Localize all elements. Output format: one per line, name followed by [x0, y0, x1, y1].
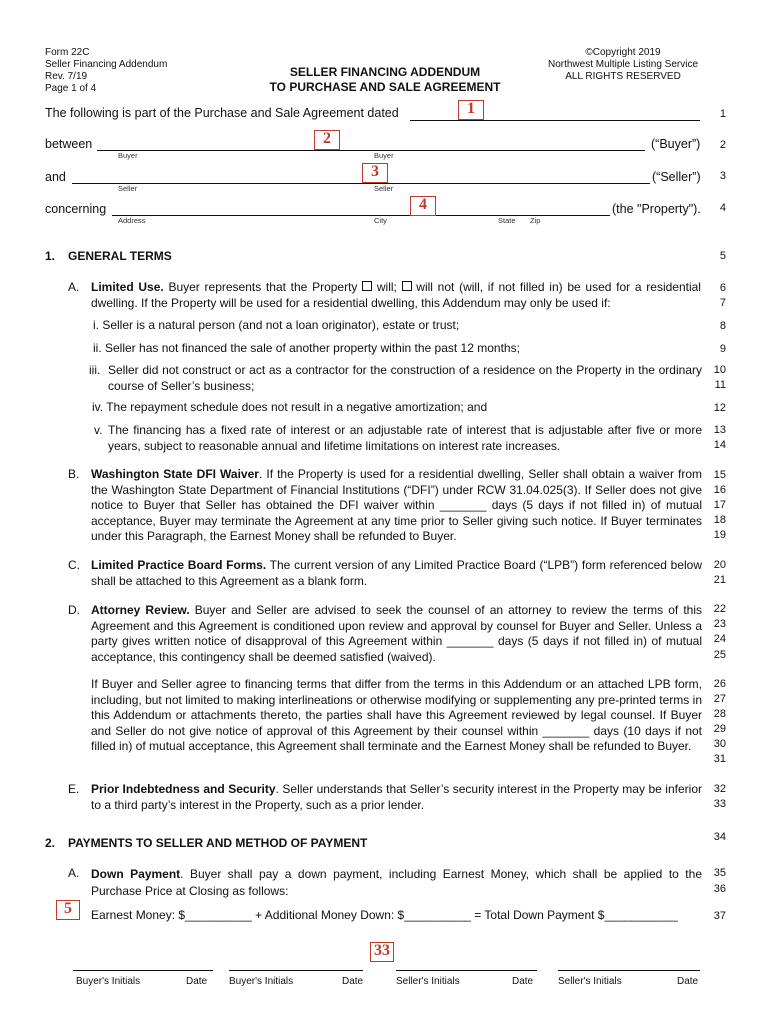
- condition-v-num: v.: [94, 423, 103, 437]
- line-number: 15: [713, 469, 726, 481]
- seller-initials-1-label: Seller's Initials: [396, 976, 460, 987]
- line-number: 18: [713, 514, 726, 526]
- line-number: 36: [713, 883, 726, 895]
- agreement-date-field[interactable]: [410, 120, 700, 121]
- form-id: Form 22C: [45, 47, 90, 58]
- buyer-suffix: (“Buyer”): [651, 137, 701, 151]
- para-d-text: Buyer and Seller are advised to seek the counsel of an attorney to review the terms of this Agreement and this Agreement is conditioned upon review and approval by counsel for Buyer and Seller. Unless a party gives written notice of disapproval of this Agreement within _______ days (5 days if not filled in) of mutual acceptance, this contingency shall be deemed satisfied (waived).: [91, 603, 702, 664]
- buyer-initials-2-label: Buyer's Initials: [229, 976, 294, 987]
- buyer-initials-1-field[interactable]: [73, 970, 213, 971]
- line-number: 1: [719, 108, 726, 120]
- property-suffix: (the "Property").: [612, 202, 701, 216]
- line-number: 16: [713, 484, 726, 496]
- marker-2: 2: [314, 130, 340, 150]
- line-number: 22: [713, 603, 726, 615]
- line-number: 30: [713, 738, 726, 750]
- para-2a-text: . Buyer shall pay a down payment, including Earnest Money, which shall be applied to the Purchase Price at Closing as follows:: [91, 867, 702, 898]
- section-2-number: 2.: [45, 836, 56, 850]
- title-line-2: TO PURCHASE AND SALE AGREEMENT: [269, 80, 501, 94]
- seller-name-field[interactable]: [72, 183, 650, 184]
- para-b-dfi-waiver: [91, 467, 702, 545]
- condition-v: The financing has a fixed rate of interest or an adjustable rate of interest that is adjustable after five or more years, subject to reasonable annual and lifetime limitations on interest rate increases.: [108, 423, 702, 453]
- line-number: 12: [713, 402, 726, 414]
- line-number: 4: [719, 202, 726, 214]
- line-number: 7: [719, 297, 726, 309]
- section-1-title: GENERAL TERMS: [68, 249, 172, 263]
- earnest-money-line[interactable]: Earnest Money: $__________ + Additional Money Down: $__________ = Total Down Payment $___________: [91, 908, 678, 922]
- line-number: 37: [713, 910, 726, 922]
- section-1-number: 1.: [45, 249, 56, 263]
- condition-iii: Seller did not construct or act as a contractor for the construction of a residence on the Property in the ordinary course of Seller’s business;: [108, 363, 702, 393]
- line-number: 33: [713, 798, 726, 810]
- line-number: 23: [713, 618, 726, 630]
- line-number: 35: [713, 867, 726, 879]
- line-number: 10: [713, 364, 726, 376]
- line-number: 17: [713, 499, 726, 511]
- line-number: 3: [719, 170, 726, 182]
- para-b-title: Washington State DFI Waiver: [91, 467, 259, 481]
- buyer-name-field[interactable]: [97, 150, 645, 151]
- seller-label-2: Seller: [374, 184, 394, 193]
- line-number: 29: [713, 723, 726, 735]
- address-label: Address: [118, 216, 146, 225]
- line-number: 34: [713, 831, 726, 843]
- line-number: 24: [713, 633, 726, 645]
- will-not-label: will not (will, if not filled in) be used for a residential dwelling. If the Property will be used for a residential dwelling, this Addendum may only be used if:: [91, 280, 701, 310]
- para-b-text: . If the Property is used for a residential dwelling, Seller shall obtain a waiver from the Washington State Department of Financial Institutions (“DFI”) under RCW 31.04.025(3). If Seller does not give notice to Buyer that Seller has obtained the DFI waiver within _______ days (5 days if not filled in) of mutual acceptance, Buyer may terminate the Agreement at any time prior to Seller giving such notice. If Buyer terminates under this Paragraph, the Earnest Money shall be refunded to Buyer.: [91, 467, 702, 543]
- para-c-lpb-forms: [91, 558, 702, 589]
- will-not-checkbox[interactable]: [402, 281, 412, 291]
- concerning-label: concerning: [45, 202, 107, 216]
- line-number: 21: [713, 574, 726, 586]
- seller-initials-1-field[interactable]: [396, 970, 537, 971]
- line-number: 28: [713, 708, 726, 720]
- para-d-title: Attorney Review.: [91, 603, 190, 617]
- line-number: 19: [713, 529, 726, 541]
- marker-33: 33: [370, 942, 394, 962]
- para-a-title: Limited Use.: [91, 280, 164, 294]
- condition-iv: iv. The repayment schedule does not result in a negative amortization; and: [92, 400, 488, 414]
- para-e-letter: E.: [68, 782, 80, 796]
- para-d-letter: D.: [68, 603, 80, 617]
- title-line-1: SELLER FINANCING ADDENDUM: [289, 65, 481, 79]
- date-1-label: Date: [186, 976, 208, 987]
- para-2a-down-payment: [91, 866, 702, 900]
- buyer-label-2: Buyer: [374, 151, 394, 160]
- and-label: and: [45, 170, 66, 184]
- page-indicator: Page 1 of 4: [45, 83, 97, 94]
- para-d-attorney-review: [91, 603, 702, 665]
- buyer-initials-2-field[interactable]: [229, 970, 363, 971]
- condition-ii: ii. Seller has not financed the sale of another property within the past 12 months;: [93, 341, 520, 355]
- city-label: City: [374, 216, 387, 225]
- para-a-text1: Buyer represents that the Property: [163, 280, 363, 294]
- line-number: 31: [713, 753, 726, 765]
- form-revision: Rev. 7/19: [45, 71, 88, 82]
- para-b-letter: B.: [68, 467, 80, 481]
- line-number: 9: [719, 343, 726, 355]
- agreement-dated-label: The following is part of the Purchase and Sale Agreement dated: [45, 106, 399, 120]
- date-4-label: Date: [677, 976, 699, 987]
- copyright: ©Copyright 2019: [585, 47, 661, 58]
- line-number: 26: [713, 678, 726, 690]
- para-2a-title: Down Payment: [91, 867, 181, 881]
- rights: ALL RIGHTS RESERVED: [565, 71, 681, 82]
- marker-3: 3: [362, 163, 388, 183]
- will-checkbox[interactable]: [362, 281, 372, 291]
- para-e-prior-indebtedness: [91, 782, 702, 813]
- form-header-left: [45, 47, 167, 95]
- line-number: 5: [719, 250, 726, 262]
- para-e-title: Prior Indebtedness and Security: [91, 782, 276, 796]
- marker-1: 1: [458, 100, 484, 120]
- para-c-title: Limited Practice Board Forms.: [91, 558, 267, 572]
- line-number: 32: [713, 783, 726, 795]
- zip-label: Zip: [530, 216, 541, 225]
- buyer-initials-1-label: Buyer's Initials: [76, 976, 141, 987]
- line-number: 27: [713, 693, 726, 705]
- date-2-label: Date: [342, 976, 364, 987]
- para-d-continued: If Buyer and Seller agree to financing terms that differ from the terms in this Addendum or an attached LPB form, including, but not limited to making interlineations or otherwise modifying or supplementing any pre-printed terms in this Addendum or attachments thereto, the parties shall have this Agreement reviewed by legal counsel. If Buyer and Seller do not give notice of approval of this Agreement by their counsel within _______ days (10 days if not filled in) of mutual acceptance, this Agreement shall terminate and the Earnest Money shall be refunded to Buyer.: [91, 677, 702, 753]
- line-number: 20: [713, 559, 726, 571]
- seller-label-1: Seller: [118, 184, 138, 193]
- para-a-limited-use: [91, 280, 701, 311]
- para-e-text: . Seller understands that Seller’s security interest in the Property may be inferior to a third party’s interest in the Property, such as a prior lender.: [91, 782, 702, 812]
- line-number: 6: [719, 282, 726, 294]
- para-2a-letter: A.: [68, 866, 80, 880]
- marker-5: 5: [56, 900, 80, 920]
- seller-initials-2-label: Seller's Initials: [558, 976, 622, 987]
- para-c-text: The current version of any Limited Practice Board (“LPB”) form referenced below shall be attached to this Agreement as a blank form.: [91, 558, 703, 588]
- buyer-label-1: Buyer: [118, 151, 138, 160]
- marker-4: 4: [410, 196, 436, 216]
- organization: Northwest Multiple Listing Service: [547, 59, 699, 70]
- between-label: between: [45, 137, 93, 151]
- line-number: 8: [719, 320, 726, 332]
- copyright-block: [520, 47, 726, 83]
- state-label: State: [498, 216, 516, 225]
- date-3-label: Date: [512, 976, 534, 987]
- line-number: 25: [713, 649, 726, 661]
- will-label: will;: [372, 280, 402, 294]
- para-c-letter: C.: [68, 558, 80, 572]
- condition-i: i. Seller is a natural person (and not a loan originator), estate or trust;: [93, 318, 460, 332]
- seller-initials-2-field[interactable]: [558, 970, 700, 971]
- condition-iii-num: iii.: [89, 363, 101, 377]
- line-number: 14: [713, 439, 726, 451]
- line-number: 11: [714, 379, 726, 391]
- form-name: Seller Financing Addendum: [45, 59, 168, 70]
- para-a-letter: A.: [68, 280, 80, 294]
- section-2-title: PAYMENTS TO SELLER AND METHOD OF PAYMENT: [68, 836, 368, 850]
- document-title: [240, 65, 530, 95]
- line-number: 13: [713, 424, 726, 436]
- line-number: 2: [719, 139, 726, 151]
- seller-suffix: (“Seller”): [652, 170, 701, 184]
